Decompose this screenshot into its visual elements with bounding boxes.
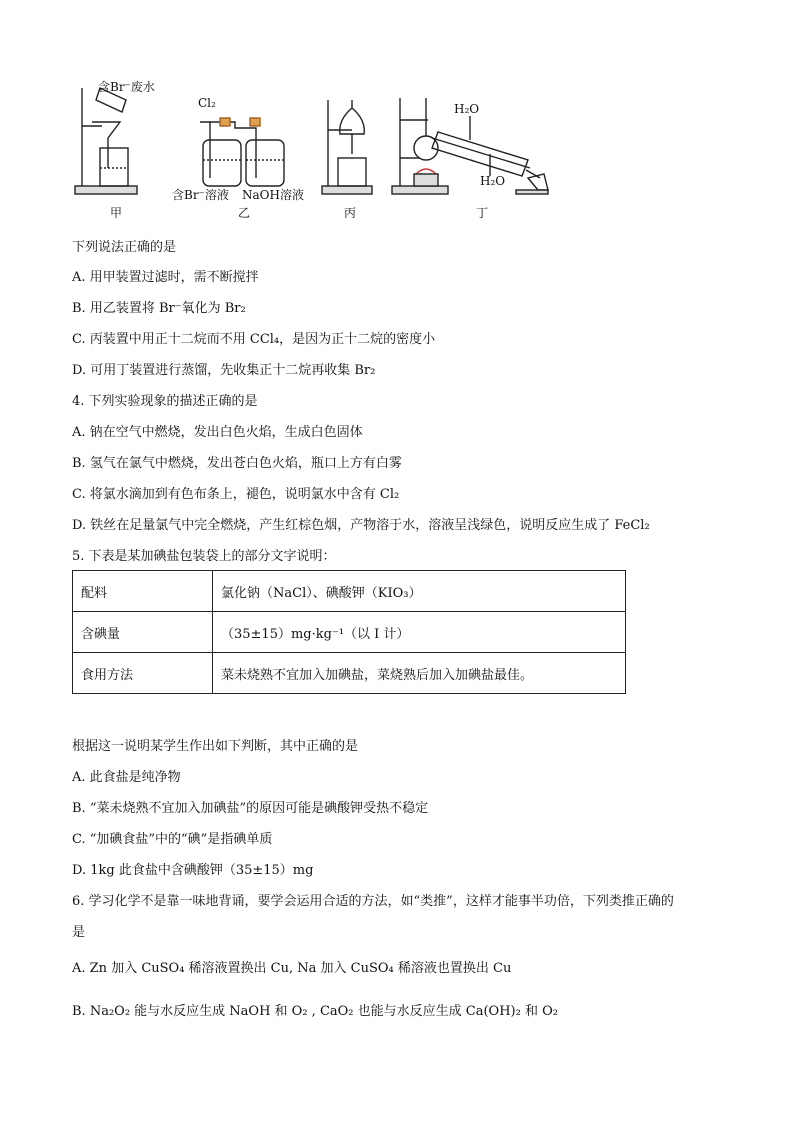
label-cl2: Cl₂ bbox=[198, 96, 216, 110]
beaker-bing bbox=[338, 158, 366, 186]
q6-option-b: B. Na₂O₂ 能与水反应生成 NaOH 和 O₂ , CaO₂ 也能与水反应生成 Ca(OH)₂ 和 O₂ bbox=[72, 1004, 558, 1019]
q4-option-b: B. 氢气在氯气中燃烧，发出苍白色火焰，瓶口上方有白雾 bbox=[72, 456, 402, 471]
beaker-jia bbox=[100, 148, 128, 186]
q5-option-d: D. 1kg 此食盐中含碘酸钾（35±15）mg bbox=[72, 863, 314, 878]
label-br-wastewater: 含Br⁻废水 bbox=[98, 80, 155, 94]
table-cell: 配料 bbox=[73, 571, 213, 612]
q6-option-a: A. Zn 加入 CuSO₄ 稀溶液置换出 Cu, Na 加入 CuSO₄ 稀溶液也置换出 Cu bbox=[72, 961, 512, 976]
table-row bbox=[73, 612, 626, 653]
table-cell: 含碘量 bbox=[73, 612, 213, 653]
distill-flask-ding bbox=[414, 136, 438, 160]
table-row bbox=[73, 571, 626, 612]
table-cell: 菜未烧熟不宜加入加碘盐，菜烧熟后加入加碘盐最佳。 bbox=[213, 653, 626, 694]
caption-jia: 甲 bbox=[110, 206, 123, 220]
q5-option-a: A. 此食盐是纯净物 bbox=[72, 770, 181, 785]
separatory-funnel-bing bbox=[340, 100, 365, 134]
caption-bing: 丙 bbox=[344, 206, 357, 220]
table-row bbox=[73, 653, 626, 694]
funnel-jia bbox=[92, 122, 120, 168]
q3-option-c: C. 丙装置中用正十二烷而不用 CCl₄，是因为正十二烷的密度小 bbox=[72, 332, 436, 347]
apparatus-figure bbox=[70, 78, 550, 220]
bottle-right-yi bbox=[246, 140, 284, 186]
label-h2o-top: H₂O bbox=[454, 102, 480, 116]
iodized-salt-table bbox=[72, 570, 626, 694]
label-br-solution: 含Br⁻溶液 bbox=[172, 188, 229, 202]
caption-yi: 乙 bbox=[238, 206, 251, 220]
q3-option-b: B. 用乙装置将 Br⁻氧化为 Br₂ bbox=[72, 301, 246, 316]
table-cell: 食用方法 bbox=[73, 653, 213, 694]
q4-stem: 4. 下列实验现象的描述正确的是 bbox=[72, 394, 258, 409]
q5-option-c: C. “加碘食盐”中的“碘”是指碘单质 bbox=[72, 832, 273, 847]
label-h2o-bottom: H₂O bbox=[480, 174, 506, 188]
table-cell: （35±15）mg·kg⁻¹（以 I 计） bbox=[213, 612, 626, 653]
caption-ding: 丁 bbox=[476, 206, 489, 220]
q3-stem: 下列说法正确的是 bbox=[72, 240, 177, 255]
q4-option-a: A. 钠在空气中燃烧，发出白色火焰，生成白色固体 bbox=[72, 425, 363, 440]
q5-stem: 5. 下表是某加碘盐包装袋上的部分文字说明： bbox=[72, 549, 336, 564]
stand-base-jia bbox=[75, 186, 137, 194]
q6-stem-line1: 6. 学习化学不是靠一味地背诵，要学会运用合适的方法，如“类推”，这样才能事半功倍，下列类推正确的 bbox=[72, 894, 674, 909]
q4-option-d: D. 铁丝在足量氯气中完全燃烧，产生红棕色烟，产物溶于水，溶液呈浅绿色，说明反应生成了 FeCl₂ bbox=[72, 518, 650, 533]
q5-option-b: B. “菜未烧熟不宜加入加碘盐”的原因可能是碘酸钾受热不稳定 bbox=[72, 801, 429, 816]
q4-option-c: C. 将氯水滴加到有色布条上，褪色，说明氯水中含有 Cl₂ bbox=[72, 487, 400, 502]
apparatus-drawing bbox=[70, 78, 550, 220]
q5-followup: 根据这一说明某学生作出如下判断，其中正确的是 bbox=[72, 739, 359, 754]
q6-stem-line2: 是 bbox=[72, 925, 86, 940]
bottle-left-yi bbox=[203, 140, 241, 186]
q3-option-d: D. 可用丁装置进行蒸馏，先收集正十二烷再收集 Br₂ bbox=[72, 363, 376, 378]
label-naoh-solution: NaOH溶液 bbox=[242, 188, 304, 202]
q3-option-a: A. 用甲装置过滤时，需不断搅拌 bbox=[72, 270, 259, 285]
table-cell: 氯化钠（NaCl）、碘酸钾（KIO₃） bbox=[213, 571, 626, 612]
